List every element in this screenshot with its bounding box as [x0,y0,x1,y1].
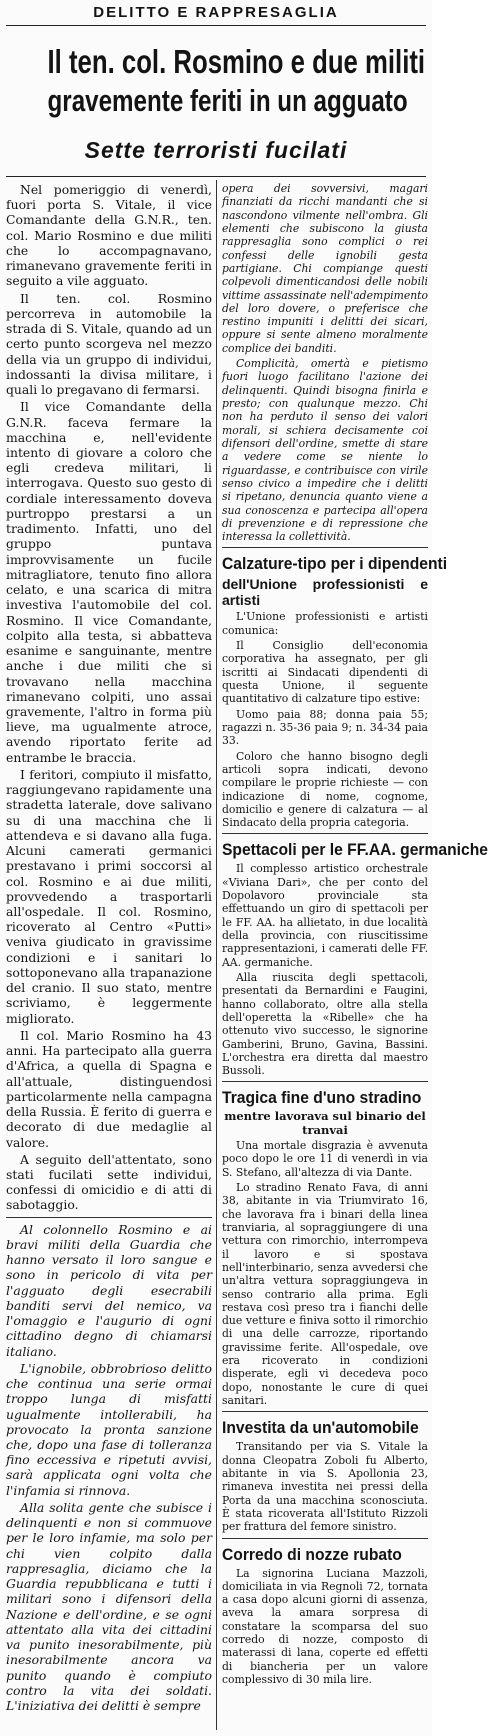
separator [222,1411,428,1412]
investita-title: Investita da un'automobile [222,1418,419,1438]
separator [222,833,428,834]
article-paragraph: Il ten. col. Rosmino percorreva in automobile la strada di S. Vitale, quando ad un certo punto scorgeva nel mezzo della via un gruppo di individui, indossanti la divisa militare, i quali lo pregavano di fermarsi. [6,290,212,398]
top-rule [6,25,426,26]
editorial-paragraph: opera dei sovversivi, magari finanziati da ricchi mandanti che si nascondono vilmente nell'ombra. Gli elementi che subiscono la giusta rappresaglia sono complici o rei confessi delle ignobili gesta partigiane. Chi compiange questi colpevoli dimenticandosi delle nobili vittime assassinate nell'adempimento del loro dovere, o preferisce che restino impuniti i delitti dei sicari, oppure si sente almeno moralmente complice dei banditi. [222,182,428,355]
spettacoli-title: Spettacoli per le FF.AA. germaniche [222,840,488,860]
section-kicker: DELITTO E RAPPRESAGLIA [93,4,339,21]
left-column [6,182,212,1715]
headline-rule [6,176,426,177]
article-paragraph: Lo stradino Renato Fava, di anni 38, abitante in via Triumvirato 16, che lavorava fra i binari della linea tranviaria, al sopraggiungere di una vettura con rimorchio, interrompeva il lavoro e si spostava nell'interbinario, senza avvedersi che un'altra vettura sopraggiungeva in senso contrario alla prima. Egli restava così preso tra i fianchi delle due vetture e finiva sotto il rimorchio di una delle carrozze, riportando gravissime ferite. All'ospedale, ove era ricoverato in condizioni disperate, egli vi decedeva poco dopo, nonostante le cure di quei sanitari. [222,1181,428,1407]
article-paragraph: L'Unione professionisti e artisti comunica: [222,610,428,637]
calzature-subtitle: dell'Unione professionisti e artisti [222,576,428,609]
article-paragraph: Coloro che hanno bisogno degli articoli sopra indicati, devono compilare le proprie richieste — con indicazione di nome, cognome, domicilio e genere di calzatura — al Sindacato della propria categoria. [222,749,428,830]
tranvai-title: Tragica fine d'uno stradino [222,1088,422,1108]
article-paragraph: Il Consiglio dell'economia corporativa ha assegnato, per gli iscritti ai Sindacati dipendenti di questa Unione, il seguente quantitativo di calzature tipo estive: [222,639,428,706]
article-paragraph: Uomo paia 88; donna paia 55; ragazzi n. 35-36 paia 9; n. 34-34 paia 33. [222,707,428,748]
article-paragraph: Il vice Comandante della G.N.R. faceva fermare la macchina e, nell'evidente intento di giovare a coloro che egli credeva militari, li interrogava. Questo suo gesto di cordiale interessamento doveva purtroppo prestarsi a un tradimento. Infatti, uno del gruppo puntava improvvisamente un fucile mitragliatore, tenuto fino allora celato, e una scarica di mitra investiva l'automobile del col. Rosmino. Il vice Comandante, colpito alla testa, si abbatteva esanime e sanguinante, mentre anche i due militi che si trovavano nella macchina rimanevano colpiti, uno assai gravemente, l'altro in forma più lieve, ma ugualmente atroce, avendo riportato ferite ad entrambe le braccia. [6,399,212,765]
separator [222,1081,428,1082]
article-paragraph: Nel pomeriggio di venerdì, fuori porta S. Vitale, il vice Comandante della G.N.R., ten. col. Mario Rosmino e due militi che lo accompagnavano, rimanevano gravemente feriti in seguito a vile agguato. [6,182,212,289]
editorial-paragraph: Alla solita gente che subisce i delinquenti e non si commuove per le loro infamie, ma solo per chi vien colpito dalla rappresaglia, diciamo che la Guardia repubblicana e tutti i militari sono i difensori della Nazione e dell'ordine, e se ogni attentato alla vita dei cittadini va punito inesorabilmente, più inesorabilmente ancora va punito quando è compiuto contro la vita dei soldati. L'iniziativa dei delitti è sempre [6,1499,212,1713]
article-paragraph: I feritori, compiuto il misfatto, raggiungevano rapidamente una stradetta laterale, dove salivano su di una macchina che li attendeva e si davano alla fuga. Alcuni camerati germanici prestavano i primi soccorsi al col. Rosmino e ai due militi, provvedendo a trasportarli all'ospedale. Il col. Rosmino, ricoverato al Centro «Putti» veniva giudicato in gravissime condizioni e i sanitari lo sottoponevano alla trapanazione del cranio. Il suo stato, mentre scriviamo, è leggermente migliorato. [6,766,212,1026]
editorial-paragraph: L'ignobile, obbrobrioso delitto che continua una serie ormai troppo lunga di misfatti ugualmente intollerabili, ha provocato la pronta sanzione che, dopo una fase di tolleranza fino eccessiva e ripetuti avvisi, sarà applicata ogni volta che l'infamia si rinnova. [6,1360,212,1498]
subheadline: Sette terroristi fucilati [84,137,348,163]
tranvai-subtitle: mentre lavorava sul binario del tranvai [224,1109,426,1137]
separator [6,1217,212,1218]
article-paragraph: Transitando per via S. Vitale la donna Cleopatra Zoboli fu Alberto, abitante in via S. Apollonia 23, rimaneva investita nei pressi della Porta da una macchina sconosciuta. È stata ricoverata all'Istituto Rizzoli per frattura del femore sinistro. [222,1440,428,1534]
article-paragraph: A seguito dell'attentato, sono stati fucilati sette individui, confessi di omicidio e di atti di sabotaggio. [6,1151,212,1213]
headline-line-1: Il ten. col. Rosmino e due militi [47,43,426,80]
headline-line-2: gravemente feriti in un agguato [47,83,408,118]
editorial-paragraph: Complicità, omertà e pietismo fuori luogo facilitano l'azione dei delinquenti. Quindi bisogna finirla e presto; con qualunque mezzo. Chi non ha perduto il senso dei valori morali, si schiera decisamente coi difensori dell'ordine, smette di stare a vedere come se niente lo riguardasse, e contribuisce con virile senso civico a impedire che i delitti si ripetano, denuncia quanto viene a sua conoscenza e partecipa all'opera di prevenzione e di repressione che interessa la collettività. [222,357,428,544]
article-paragraph: Alla riuscita degli spettacoli, presentati da Bernardini e Faugini, hanno collaborato, oltre alla stella dell'operetta la «Ribelle» che ha ottenuto vivo successo, le signorine Gamberini, Bruno, Gavina, Bassini. L'orchestra era diretta dal maestro Bussoli. [222,970,428,1078]
article-paragraph: Una mortale disgrazia è avvenuta poco dopo le ore 11 di venerdì in via S. Stefano, all'altezza di via Dante. [222,1139,428,1179]
separator [222,547,428,548]
separator [222,1538,428,1539]
column-divider [216,180,217,1730]
article-paragraph: Il col. Mario Rosmino ha 43 anni. Ha partecipato alla guerra d'Africa, a quella di Spagna e all'attuale, distinguendosi particolarmente nella campagna della Russia. È ferito di guerra e decorato di due medaglie al valore. [6,1027,212,1150]
editorial-paragraph: Al colonnello Rosmino e ai bravi militi della Guardia che hanno versato il loro sangue e sono in pericolo di vita per l'agguato degli esecrabili banditi servi del nemico, va l'omaggio e l'augurio di ogni cittadino degno di chiamarsi italiano. [6,1221,212,1359]
corredo-title: Corredo di nozze rubato [222,1544,402,1564]
article-paragraph: Il complesso artistico orchestrale «Viviana Dari», che per conto del Dopolavoro provinciale sta effettuando un giro di spettacoli per le FF. AA. ha allietato, in due località della provincia, con riuscitissime rappresentazioni, i camerati delle FF. AA. germaniche. [222,862,428,969]
right-column [222,182,488,1688]
article-paragraph: La signorina Luciana Mazzoli, domiciliata in via Regnoli 72, tornata a casa dopo alcuni giorni di assenza, aveva la amara sorpresa di constatare la scomparsa del suo corredo di nozze, composto di materassi di lana, coperte ed effetti di biancheria per un valore complessivo di 30 mila lire. [222,1566,428,1686]
calzature-title: Calzature-tipo per i dipendenti [222,554,448,574]
